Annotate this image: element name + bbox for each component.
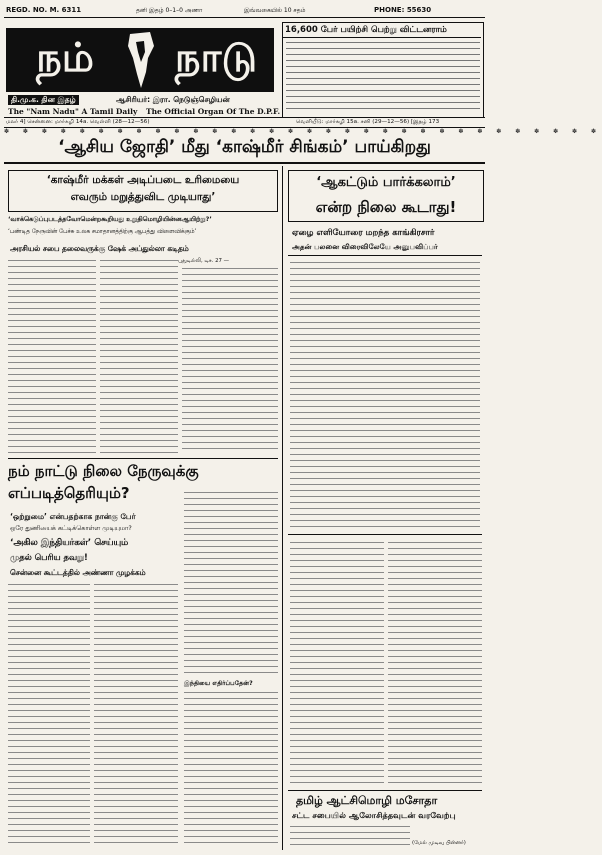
map-emblem-icon: [124, 28, 158, 92]
top-right-story: [282, 22, 484, 118]
top-right-headline: 16,600 பேர் பயிற்சி பெற்று விட்டனராம்: [285, 25, 447, 35]
center-story-column-4: [184, 690, 278, 848]
right-lead-subhead-2: அதன் பலனை விரைவிலேயே அனுபவிப்பர்: [292, 242, 438, 251]
center-story-sub-2: ஒரே துணியைக் கட்டிக்கொள்ள முடியுமா?: [10, 524, 132, 532]
left-lead-dateline: புதுடில்லி, டிச. 27 —: [178, 258, 230, 264]
logo-left-word: நம்: [6, 28, 124, 92]
dateline-right: வெளியீடு: மார்கழி 15a. சனி (29—12—56) [இதழ் 173: [296, 119, 440, 125]
phone-number: PHONE: 55630: [374, 6, 432, 14]
center-story-column-1: [8, 582, 90, 848]
left-lead-headline-box: [8, 170, 278, 212]
registration-number: REGD. NO. M. 6311: [6, 6, 82, 14]
bottom-right-body: [290, 824, 410, 850]
center-story-headline-2: எப்படித்தெரியும்?: [8, 484, 130, 502]
right-lead-headline-box: [288, 170, 484, 222]
left-lead-subhead-2: ‘பண்டித நேருவின் பேச்சு உலக சமாதானத்திற்கு ஆபத்து விளைவிக்கும்’: [8, 229, 197, 235]
left-lead-column-3: [182, 266, 278, 454]
left-lead-section-head: அரசியல் சபை தலைவருக்கு ஷேக் அப்துல்லா கடிதம்: [10, 244, 189, 253]
center-story-sub-1: ‘ஒற்றுமை’ என்பதற்காக நான்கு பேர்: [10, 512, 136, 521]
main-banner-headline: ‘ஆசிய ஜோதி’ மீது ‘காஷ்மீர் சிங்கம்’ பாய்கிறது: [58, 137, 431, 157]
top-right-body: [286, 40, 480, 114]
right-lead-subhead: ஏழை எளியோரை மறந்த காங்கிரசார்: [292, 228, 435, 238]
center-story-inline-head: இந்தியை எதிர்ப்பதேன்?: [184, 680, 253, 687]
dateline-left: மலர் 4] சென்னை: மார்கழி 14a. வெள்ளி (28—12—56): [6, 119, 150, 125]
editor-line: ஆசிரியர்: இரா. நெடுஞ்செழியன்: [116, 95, 230, 104]
left-lead-column-1: [8, 258, 96, 454]
bottom-right-headline-2: சட்ட சபையில் ஆலோசித்தவுடன் வரவேற்பு: [292, 810, 456, 820]
pages-line: இவ்வகையில் 10 சதம்: [244, 7, 306, 14]
left-lead-headline-1: ‘காஷ்மீர் மக்கள் அடிப்படை உரிமையை: [46, 174, 240, 186]
newspaper-logo: [6, 28, 274, 92]
bottom-right-headline-1: தமிழ் ஆட்சிமொழி மசோதா: [296, 794, 438, 807]
center-story-sub-5: சென்னை கூட்டத்தில் அண்ணா முழக்கம்: [10, 568, 146, 577]
english-title: The "Nam Nadu" A Tamil Daily: [8, 107, 138, 116]
bottom-right-note: (மேல் முடிவு பின்னர்): [412, 840, 466, 846]
right-lower-column-2: [388, 540, 482, 786]
ornament-rule: ✽ ✽ ✽ ✽ ✽ ✽ ✽ ✽ ✽ ✽ ✽ ✽ ✽ ✽ ✽ ✽ ✽ ✽ ✽ ✽ ✽ ✽ ✽ ✽ ✽ ✽ ✽ ✽ ✽ ✽ ✽ ✽: [4, 128, 602, 135]
center-story-sub-3: ‘அகில இந்தியர்கள்’ செய்யும்: [10, 538, 129, 548]
left-lead-column-2: [100, 258, 178, 454]
right-lead-body: [290, 260, 480, 530]
price-line: தனி இதழ் 0–1–0 அணா: [136, 7, 203, 14]
party-tag: தி.மு.க. தின இதழ்: [8, 95, 79, 105]
center-story-headline-1: நம் நாட்டு நிலை நேருவுக்கு: [8, 462, 199, 480]
logo-right-word: நாடு: [158, 28, 274, 92]
right-lower-column-1: [290, 540, 384, 786]
official-organ: The Official Organ Of The D.P.F.: [146, 107, 281, 116]
center-story-column-2: [94, 582, 178, 848]
center-story-column-3: [184, 490, 278, 676]
left-lead-headline-2: எவரும் மறுத்துவிட முடியாது’: [70, 191, 216, 203]
center-story-sub-4: முதல் பெரிய தவறு!: [10, 552, 88, 562]
left-lead-subhead: ‘வாக்கெடுப்புபடத்தவோமென்றகூறியது உறுதிமொழியின்னஆயிற்று?’: [8, 215, 212, 223]
right-lead-headline-2: என்ற நிலை கூடாது!: [315, 198, 457, 216]
right-lead-headline-1: ‘ஆகட்டும் பார்க்கலாம்’: [316, 175, 456, 190]
